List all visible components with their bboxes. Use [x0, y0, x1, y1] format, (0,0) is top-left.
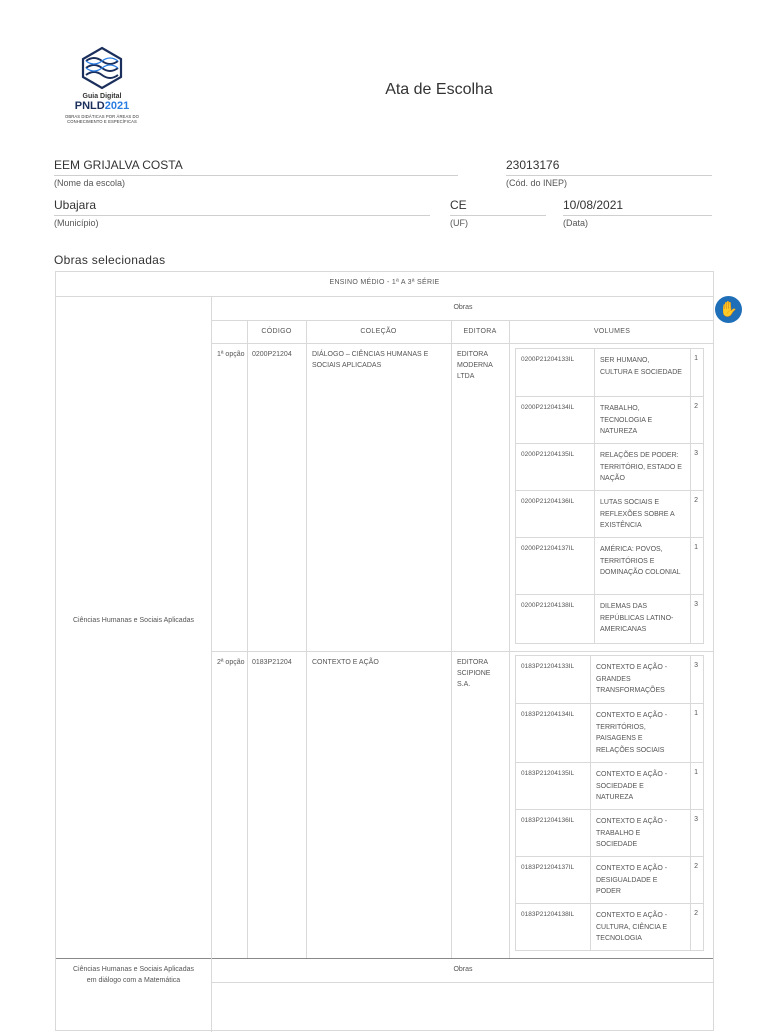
- grid-line: [247, 320, 248, 958]
- volume-name: LUTAS SOCIAIS E REFLEXÕES SOBRE A EXISTÊNCIA: [600, 499, 675, 529]
- volume-row: [516, 490, 703, 538]
- date-value: 10/08/2021: [563, 198, 624, 212]
- volume-name: SER HUMANO, CULTURA E SOCIEDADE: [600, 357, 682, 376]
- sign-language-hands-icon: ✋: [719, 301, 738, 318]
- logo-subtitle: Guia Digital: [82, 93, 122, 100]
- volume-number: 1: [694, 769, 698, 776]
- volume-number: 3: [694, 601, 698, 608]
- city-field: [54, 197, 430, 228]
- volume-row: [516, 594, 703, 644]
- uf-label: (UF): [450, 218, 468, 228]
- volume-row: [516, 703, 703, 763]
- volume-name: RELAÇÕES DE PODER: TERRITÓRIO, ESTADO E NAÇÃO: [600, 452, 682, 482]
- volume-row: [516, 762, 703, 810]
- volume-code: 0183P21204133IL: [521, 663, 575, 670]
- volume-row: [516, 809, 703, 857]
- grid-line: [211, 320, 713, 321]
- city-name: Ubajara: [54, 198, 97, 212]
- grid-line: [509, 320, 510, 958]
- column-editora: EDITORA: [463, 328, 497, 335]
- option-label: 2ª opção: [217, 659, 245, 666]
- school-name: EEM GRIJALVA COSTA: [54, 158, 183, 172]
- grid-line: [211, 651, 713, 652]
- volume-row: [516, 537, 703, 595]
- obras-label: Obras: [453, 966, 473, 973]
- area-divider: [56, 958, 713, 959]
- volume-row: [516, 396, 703, 444]
- volume-number: 1: [694, 355, 698, 362]
- volume-row: [516, 656, 703, 703]
- volume-code: 0200P21204138IL: [521, 602, 575, 609]
- volume-name: TRABALHO, TECNOLOGIA E NATUREZA: [600, 405, 653, 435]
- area-label: Ciências Humanas e Sociais Aplicadas: [72, 617, 194, 624]
- column-colecao: COLEÇÃO: [360, 328, 397, 335]
- logo-name-pnld: PNLD: [74, 100, 105, 112]
- school-name-field: [54, 157, 458, 188]
- volume-code: 0183P21204136IL: [521, 817, 575, 824]
- volume-code: 0200P21204136IL: [521, 498, 575, 505]
- volume-row: [516, 349, 703, 396]
- option-label: 1ª opção: [217, 351, 245, 358]
- inep-code: 23013176: [506, 158, 560, 172]
- grid-line: [211, 343, 713, 344]
- grid-line: [211, 982, 713, 983]
- page-title: Ata de Escolha: [385, 81, 493, 98]
- logo-name: [62, 101, 142, 112]
- volume-row: [516, 443, 703, 491]
- volume-number: 3: [694, 816, 698, 823]
- volume-number: 2: [694, 497, 698, 504]
- grid-line: [306, 320, 307, 958]
- divider: [54, 175, 458, 176]
- volumes-table: [515, 348, 704, 644]
- volume-number: 2: [694, 910, 698, 917]
- volume-code: 0200P21204134IL: [521, 404, 575, 411]
- divider: [450, 215, 546, 216]
- inep-label: (Cód. do INEP): [506, 178, 568, 188]
- volume-name: AMÉRICA: POVOS, TERRITÓRIOS E DOMINAÇÃO COLONIAL: [600, 546, 681, 576]
- logo-tagline: OBRAS DIDÁTICAS POR ÁREAS DO CONHECIMENTO E ESPECÍFICAS: [64, 114, 139, 124]
- volume-number: 3: [694, 662, 698, 669]
- volumes-table: [515, 655, 704, 951]
- option-publisher: EDITORA SCIPIONE S.A.: [457, 659, 491, 688]
- volume-code: 0200P21204135IL: [521, 451, 575, 458]
- school-name-label: (Nome da escola): [54, 178, 126, 188]
- option-collection: DIÁLOGO – CIÊNCIAS HUMANAS E SOCIAIS APLICADAS: [312, 351, 429, 369]
- obras-label: Obras: [453, 304, 473, 311]
- volume-name: CONTEXTO E AÇÃO - TRABALHO E SOCIEDADE: [596, 818, 668, 848]
- uf-value: CE: [450, 198, 467, 212]
- section-title: Obras selecionadas: [54, 253, 166, 267]
- divider: [506, 175, 712, 176]
- selection-table: [55, 271, 714, 1031]
- volume-number: 1: [694, 544, 698, 551]
- volume-code: 0183P21204134IL: [521, 711, 575, 718]
- date-label: (Data): [563, 218, 589, 228]
- volume-number: 2: [694, 403, 698, 410]
- column-volumes: VOLUMES: [593, 328, 631, 335]
- volume-row: [516, 903, 703, 951]
- grid-line: [211, 296, 212, 958]
- volume-name: DILEMAS DAS REPÚBLICAS LATINO-AMERICANAS: [600, 603, 674, 633]
- divider: [563, 215, 712, 216]
- inep-field: [506, 157, 712, 188]
- volume-code: 0183P21204135IL: [521, 770, 575, 777]
- city-label: (Município): [54, 218, 99, 228]
- volume-name: CONTEXTO E AÇÃO - TERRITÓRIOS, PAISAGENS E RELAÇÕES SOCIAIS: [596, 712, 668, 754]
- volume-row: [516, 856, 703, 904]
- volume-number: 3: [694, 450, 698, 457]
- volume-name: CONTEXTO E AÇÃO - GRANDES TRANSFORMAÇÕES: [596, 664, 668, 694]
- volume-number: 2: [694, 863, 698, 870]
- column-codigo: CÓDIGO: [261, 328, 292, 335]
- area-label: Ciências Humanas e Sociais Aplicadas em diálogo com a Matemática: [72, 966, 194, 984]
- option-collection: CONTEXTO E AÇÃO: [312, 659, 379, 666]
- option-code: 0183P21204: [252, 659, 292, 666]
- volume-name: CONTEXTO E AÇÃO - CULTURA, CIÊNCIA E TECNOLOGIA: [596, 912, 668, 942]
- option-publisher: EDITORA MODERNA LTDA: [457, 351, 493, 380]
- table-header: ENSINO MÉDIO - 1ª A 3ª SÉRIE: [56, 272, 713, 297]
- uf-field: [450, 197, 546, 228]
- volume-name: CONTEXTO E AÇÃO - DESIGUALDADE E PODER: [596, 865, 668, 895]
- volume-name: CONTEXTO E AÇÃO - SOCIEDADE E NATUREZA: [596, 771, 668, 801]
- volume-code: 0183P21204138IL: [521, 911, 575, 918]
- volume-code: 0200P21204137IL: [521, 545, 575, 552]
- date-field: [563, 197, 712, 228]
- volume-number: 1: [694, 710, 698, 717]
- volume-code: 0183P21204137IL: [521, 864, 575, 871]
- volume-code: 0200P21204133IL: [521, 356, 575, 363]
- grid-line: [451, 320, 452, 958]
- accessibility-button[interactable]: [715, 296, 742, 323]
- divider: [54, 215, 430, 216]
- logo-name-year: 2021: [104, 100, 130, 112]
- option-code: 0200P21204: [252, 351, 292, 358]
